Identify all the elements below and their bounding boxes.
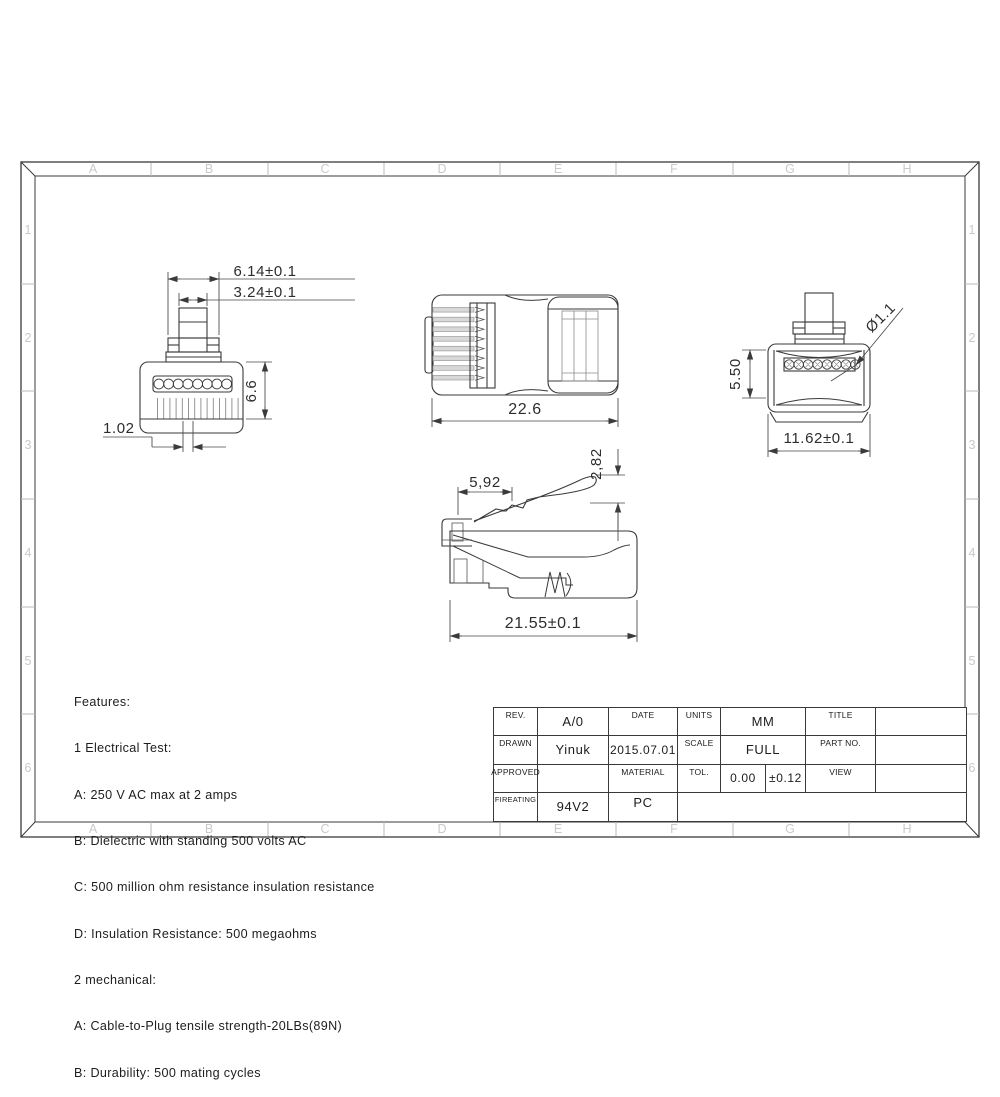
frame-letter: C (320, 822, 330, 836)
features-line: 1 Electrical Test: (74, 741, 172, 756)
connector-body-front (140, 362, 243, 433)
rear-view (768, 293, 870, 422)
tol-label: TOL. (678, 765, 721, 793)
frame-letter: F (670, 822, 678, 836)
drawn-value: Yinuk (538, 736, 609, 764)
frame-letter: G (785, 822, 795, 836)
frame-letter: C (320, 162, 330, 176)
frame-number: 4 (968, 546, 976, 560)
dim-rear-cavity-height: 5.50 (727, 358, 744, 390)
latch-tip-rear (805, 293, 833, 322)
view-label: VIEW (806, 765, 876, 793)
frame-letter: F (670, 162, 678, 176)
rev-label: REV. (494, 708, 538, 736)
tol-zero-value: 0.00 (721, 765, 766, 793)
features-line: B: Durability: 500 mating cycles (74, 1065, 261, 1080)
part-no-value-empty (876, 736, 966, 764)
dim-side-body-length: 21.55±0.1 (504, 615, 582, 632)
frame-letter: D (437, 822, 447, 836)
fire-rating-label: FIREATING (494, 793, 538, 821)
tol-range-value: ±0.12 (766, 765, 806, 793)
title-block (493, 707, 967, 822)
part-no-label: PART NO. (806, 736, 876, 764)
features-line: D: Insulation Resistance: 500 megaohms (74, 926, 317, 941)
title-block-empty (678, 793, 966, 821)
side-view (442, 477, 637, 599)
approved-label: APPROVED (494, 765, 538, 793)
connector-body-side (450, 531, 637, 598)
contact-tips (475, 307, 484, 380)
features-line: C: 500 million ohm resistance insulation resistance (74, 880, 375, 895)
material-label: MATERIAL (609, 765, 678, 793)
frame-number: 5 (968, 654, 976, 668)
frame-letter: H (902, 162, 912, 176)
frame-letter: D (437, 162, 447, 176)
features-notes (74, 664, 375, 1097)
dim-rear-wire-diameter: Ø1.1 (862, 299, 900, 337)
features-line: A: Cable-to-Plug tensile strength-20LBs(89N) (74, 1019, 343, 1034)
frame-number: 4 (24, 546, 32, 560)
dim-top-overall-length: 22.6 (508, 401, 542, 418)
top-view (425, 295, 618, 395)
units-value: MM (721, 708, 806, 736)
latch-tip (179, 308, 207, 338)
dim-side-latch-length: 5,92 (469, 474, 501, 491)
frame-number: 3 (24, 438, 32, 452)
cable-grip (562, 311, 598, 381)
frame-letter: E (553, 162, 563, 176)
title-value-empty (876, 708, 966, 736)
front-view (140, 308, 243, 433)
dim-side-latch-rise: 2,82 (588, 448, 605, 480)
contact-comb (158, 398, 239, 419)
date-value: 2015.07.01 (609, 736, 678, 764)
frame-letter: A (88, 162, 98, 176)
frame-number: 6 (24, 761, 32, 775)
contact-circles (154, 379, 232, 389)
dim-front-contact-pitch: 1.02 (103, 420, 135, 437)
scale-label: SCALE (678, 736, 721, 764)
frame-number: 5 (24, 654, 32, 668)
connector-body-rear (768, 344, 870, 412)
frame-letter: A (88, 822, 98, 836)
view-value-empty (876, 765, 966, 793)
features-line: Features: (74, 694, 131, 709)
frame-letter: H (902, 822, 912, 836)
frame-letter: G (785, 162, 795, 176)
frame-letter: B (204, 822, 214, 836)
features-line: 2 mechanical: (74, 973, 157, 988)
frame-number: 3 (968, 438, 976, 452)
frame-number: 6 (968, 761, 976, 775)
contact-teeth (433, 308, 474, 381)
fire-rating-value: 94V2 (538, 793, 609, 821)
frame-number: 2 (24, 331, 32, 345)
rev-value: A/0 (538, 708, 609, 736)
material-value: PC (609, 793, 678, 821)
date-label: DATE (609, 708, 678, 736)
crimp-zigzag (545, 572, 565, 597)
frame-number: 2 (968, 331, 976, 345)
dim-front-body-height: 6.6 (243, 379, 260, 403)
units-label: UNITS (678, 708, 721, 736)
frame-number: 1 (24, 223, 32, 237)
frame-number: 1 (968, 223, 976, 237)
drawn-label: DRAWN (494, 736, 538, 764)
features-line: B: Dielectric with standing 500 volts AC (74, 833, 307, 848)
frame-letter: B (204, 162, 214, 176)
dim-front-tip-width: 3.24±0.1 (233, 284, 297, 301)
title-label: TITLE (806, 708, 876, 736)
dim-rear-body-width: 11.62±0.1 (783, 430, 855, 447)
dim-front-latch-width: 6.14±0.1 (233, 263, 297, 280)
frame-letter: E (553, 822, 563, 836)
approved-value-empty (538, 765, 609, 793)
features-line: A: 250 V AC max at 2 amps (74, 787, 238, 802)
scale-value: FULL (721, 736, 806, 764)
